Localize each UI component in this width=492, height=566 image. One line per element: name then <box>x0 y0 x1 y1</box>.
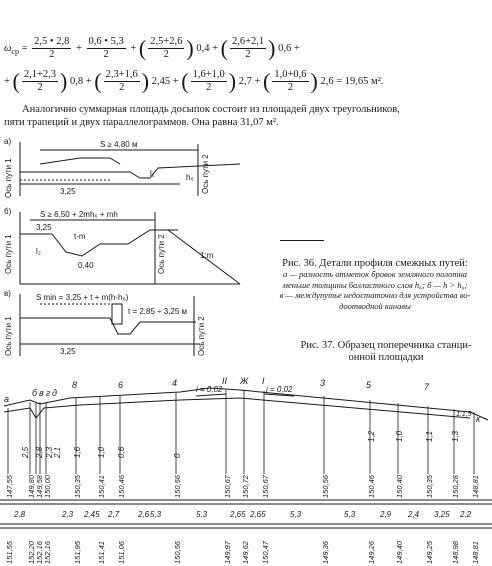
profile-label-a: а <box>4 394 10 404</box>
panel-b-040: 0,40 <box>78 261 94 270</box>
panel-a-l1: l₁ <box>150 169 155 178</box>
elev-bottom: 151,95 <box>73 541 82 564</box>
dist-cell: 3,25 <box>434 510 450 519</box>
elev-bottom: 150,56 <box>173 541 182 564</box>
dist-cell: 2,4 <box>408 510 420 519</box>
profile-label-I: I <box>262 376 265 386</box>
dist-cell: 5,3 <box>290 510 302 519</box>
panel-v-axis2: Ось пути 2 <box>197 316 206 356</box>
panel-a-tag: а) <box>4 137 12 146</box>
panel-a-dim: S ≥ 4,80 м <box>100 140 138 149</box>
profile-label-II: II <box>222 376 228 386</box>
profile-label-7: 7 <box>424 382 430 392</box>
panel-b-width: 3,25 <box>36 223 52 232</box>
elev-top: 150,67 <box>223 475 232 498</box>
fraction: $\frac{2,5 • 2,8}{2}$ <box>34 36 70 60</box>
formula-lhs: $\omega_{ср}$ <box>4 42 19 56</box>
dist-cell: 2,8 <box>14 510 26 519</box>
fraction: $\frac{1,6+1,0}{2}$ <box>192 69 225 93</box>
elev-top: 150,46 <box>367 475 376 498</box>
profile-label-k: к <box>476 414 481 424</box>
dist-cell: 5,3 <box>196 510 208 519</box>
profile-label-8: 8 <box>72 380 78 390</box>
panel-b-tag: б) <box>4 207 12 216</box>
elev-bottom: 151,41 <box>97 541 106 564</box>
elev-top: 150,56 <box>173 475 182 498</box>
elev-top: 150,28 <box>451 475 460 498</box>
profile-label-zh: Ж <box>240 376 249 386</box>
dist-cell: 2,7 <box>108 510 120 519</box>
profile-label-4: 4 <box>172 378 178 388</box>
elev-top: 150,41 <box>97 475 106 498</box>
elev-bottom: 152,20 <box>27 541 36 564</box>
elev-bottom: 148,81 <box>471 541 480 564</box>
depth-label: 0 <box>173 453 182 458</box>
profile-label-3: 3 <box>320 378 326 388</box>
panel-b-axis2: Ось пути 2 <box>157 234 166 274</box>
elev-bottom: 150,47 <box>261 541 270 564</box>
panel-a-hb: h₆ <box>186 173 194 182</box>
profile-label-6: 6 <box>118 380 124 390</box>
formula-line-1: $\omega_{ср}$ = $\frac{2,5 • 2,8}{2}$ + $\frac{0,6 • 5,3}{2}$ + ( $\frac{2,5+2,6}{2}$ ) 0,4 + ( $\frac{2,6+2,1}{2}$ ) 0,6 + <box>4 35 300 61</box>
depth-label: 1,2 <box>367 430 376 442</box>
figure-36-caption: Рис. 36. Детали профиля смежных путей: а — разность отметок бровок земляного полотна меньше толщины балластного слоя h₆; б — h > h₆; в — междупутье недостаточно для устройства во- доотводной канавы <box>279 258 471 311</box>
fraction: $\frac{1,0+0,6}{2}$ <box>274 69 307 93</box>
body-paragraph: Аналогично суммарная площадь досыпок состоит из площадей двух треугольников, пяти трапеций и двух параллелограммов. Она равна 31,07 м². <box>4 104 400 128</box>
depth-label: 1,0 <box>97 446 106 458</box>
depth-label: 0,6 <box>117 446 126 458</box>
elev-top: 148,81 <box>471 475 480 498</box>
elev-top: 150,35 <box>73 475 82 498</box>
profile-label-5: 5 <box>366 380 372 390</box>
slope-right: i = 0,02 <box>266 385 293 394</box>
dist-cell: 2,2 <box>460 510 472 519</box>
depth-label: 2,5 <box>21 446 30 458</box>
elev-bottom: 149,40 <box>395 541 404 564</box>
depth-label: 1,6 <box>73 446 82 458</box>
elev-top: 147,55 <box>5 475 14 498</box>
panel-v-width: 3,25 <box>60 347 76 356</box>
elev-bottom: 149,25 <box>425 541 434 564</box>
profile-label-b: б <box>32 388 38 398</box>
slope-end: 1:1,5 <box>456 411 472 418</box>
elev-bottom: 152,16 <box>35 541 44 564</box>
dist-cell: 2,65 <box>250 510 266 519</box>
panel-v-tag: в) <box>4 289 11 298</box>
elev-bottom: 148,98 <box>451 541 460 564</box>
panel-b-axis1: Ось пути 1 <box>4 234 13 274</box>
elev-bottom: 149,62 <box>241 541 250 564</box>
dist-cell: 2,3 <box>62 510 74 519</box>
elev-bottom: 149,97 <box>223 541 232 564</box>
elev-top: 150,46 <box>117 475 126 498</box>
dist-cell: 2,6 <box>138 510 150 519</box>
profile-label-g: г <box>46 388 51 398</box>
panel-b-l2: l₂ <box>36 247 41 256</box>
elev-bottom: 149,36 <box>321 541 330 564</box>
depth-label: 1,1 <box>425 430 434 442</box>
profile-label-d: д <box>52 388 57 398</box>
panel-a-axis2: Ось пути 2 <box>201 154 210 194</box>
elev-bottom: 151,55 <box>5 541 14 564</box>
panel-b-dim: S ≥ 6,50 + 2mh₆ + mh <box>40 210 118 219</box>
panel-b-slope: 1:m <box>200 251 214 260</box>
depth-label: 1,0 <box>395 430 404 442</box>
dist-cell: 2,65 <box>230 510 246 519</box>
elev-bottom: 149,26 <box>367 541 376 564</box>
elev-top: 150,35 <box>425 475 434 498</box>
elev-top: 150,67 <box>261 475 270 498</box>
profile-label-v: в <box>39 388 44 398</box>
slope-left: i = 0,02 <box>196 385 223 394</box>
depth-label: 2,8 <box>35 446 44 458</box>
caption-divider <box>280 240 324 241</box>
formula-line-2: + ( $\frac{2,1+2,3}{2}$ ) 0,8 + ( $\frac{2,3+1,6}{2}$ ) 2,45 + ( $\frac{1,6+1,0}{2}$ ) 2,7 + ( $\frac{1,0+0,6}{2}$ ) 2,6 = 19,65 м². <box>4 68 384 94</box>
elev-top: 150,40 <box>395 475 404 498</box>
panel-a-width: 3,25 <box>60 187 76 196</box>
elev-top: 150,72 <box>241 475 250 498</box>
elev-top: 150,00 <box>43 475 52 498</box>
panel-v-dim: S min = 3,25 + t + m(h-h₆) <box>36 293 129 302</box>
panel-v-axis1: Ось пути 1 <box>4 316 13 356</box>
elev-bottom: 152,16 <box>43 541 52 564</box>
elev-bottom: 151,06 <box>117 541 126 564</box>
fraction: $\frac{2,5+2,6}{2}$ <box>150 36 183 60</box>
panel-a-axis1: Ось пути 1 <box>4 158 13 198</box>
dist-cell: 5,3 <box>344 510 356 519</box>
fraction: $\frac{2,6+2,1}{2}$ <box>231 36 265 60</box>
panel-b-tm: t-m <box>74 232 86 241</box>
dist-cell: 5,3 <box>150 510 162 519</box>
fraction: $\frac{2,1+2,3}{2}$ <box>23 69 57 93</box>
figure-37-caption: Рис. 37. Образец поперечника станци- онной площадки <box>300 340 472 363</box>
figure-37-diagram <box>0 372 492 566</box>
figure-36-diagram <box>0 134 260 358</box>
depth-label: 1,3 <box>451 430 460 442</box>
elev-top: 149,58 <box>35 475 44 498</box>
elev-top: 149,80 <box>27 475 36 498</box>
dist-cell: 2,9 <box>380 510 392 519</box>
fraction: $\frac{0,6 • 5,3}{2}$ <box>88 36 124 60</box>
panel-v-t: t = 2,85 ÷ 3,25 м <box>128 307 188 316</box>
dist-cell: 2,45 <box>84 510 100 519</box>
depth-label: 2,1 <box>53 446 62 458</box>
fraction: $\frac{2,3+1,6}{2}$ <box>105 69 138 93</box>
elev-top: 150,56 <box>321 475 330 498</box>
depth-label: 2,3 <box>45 446 54 458</box>
